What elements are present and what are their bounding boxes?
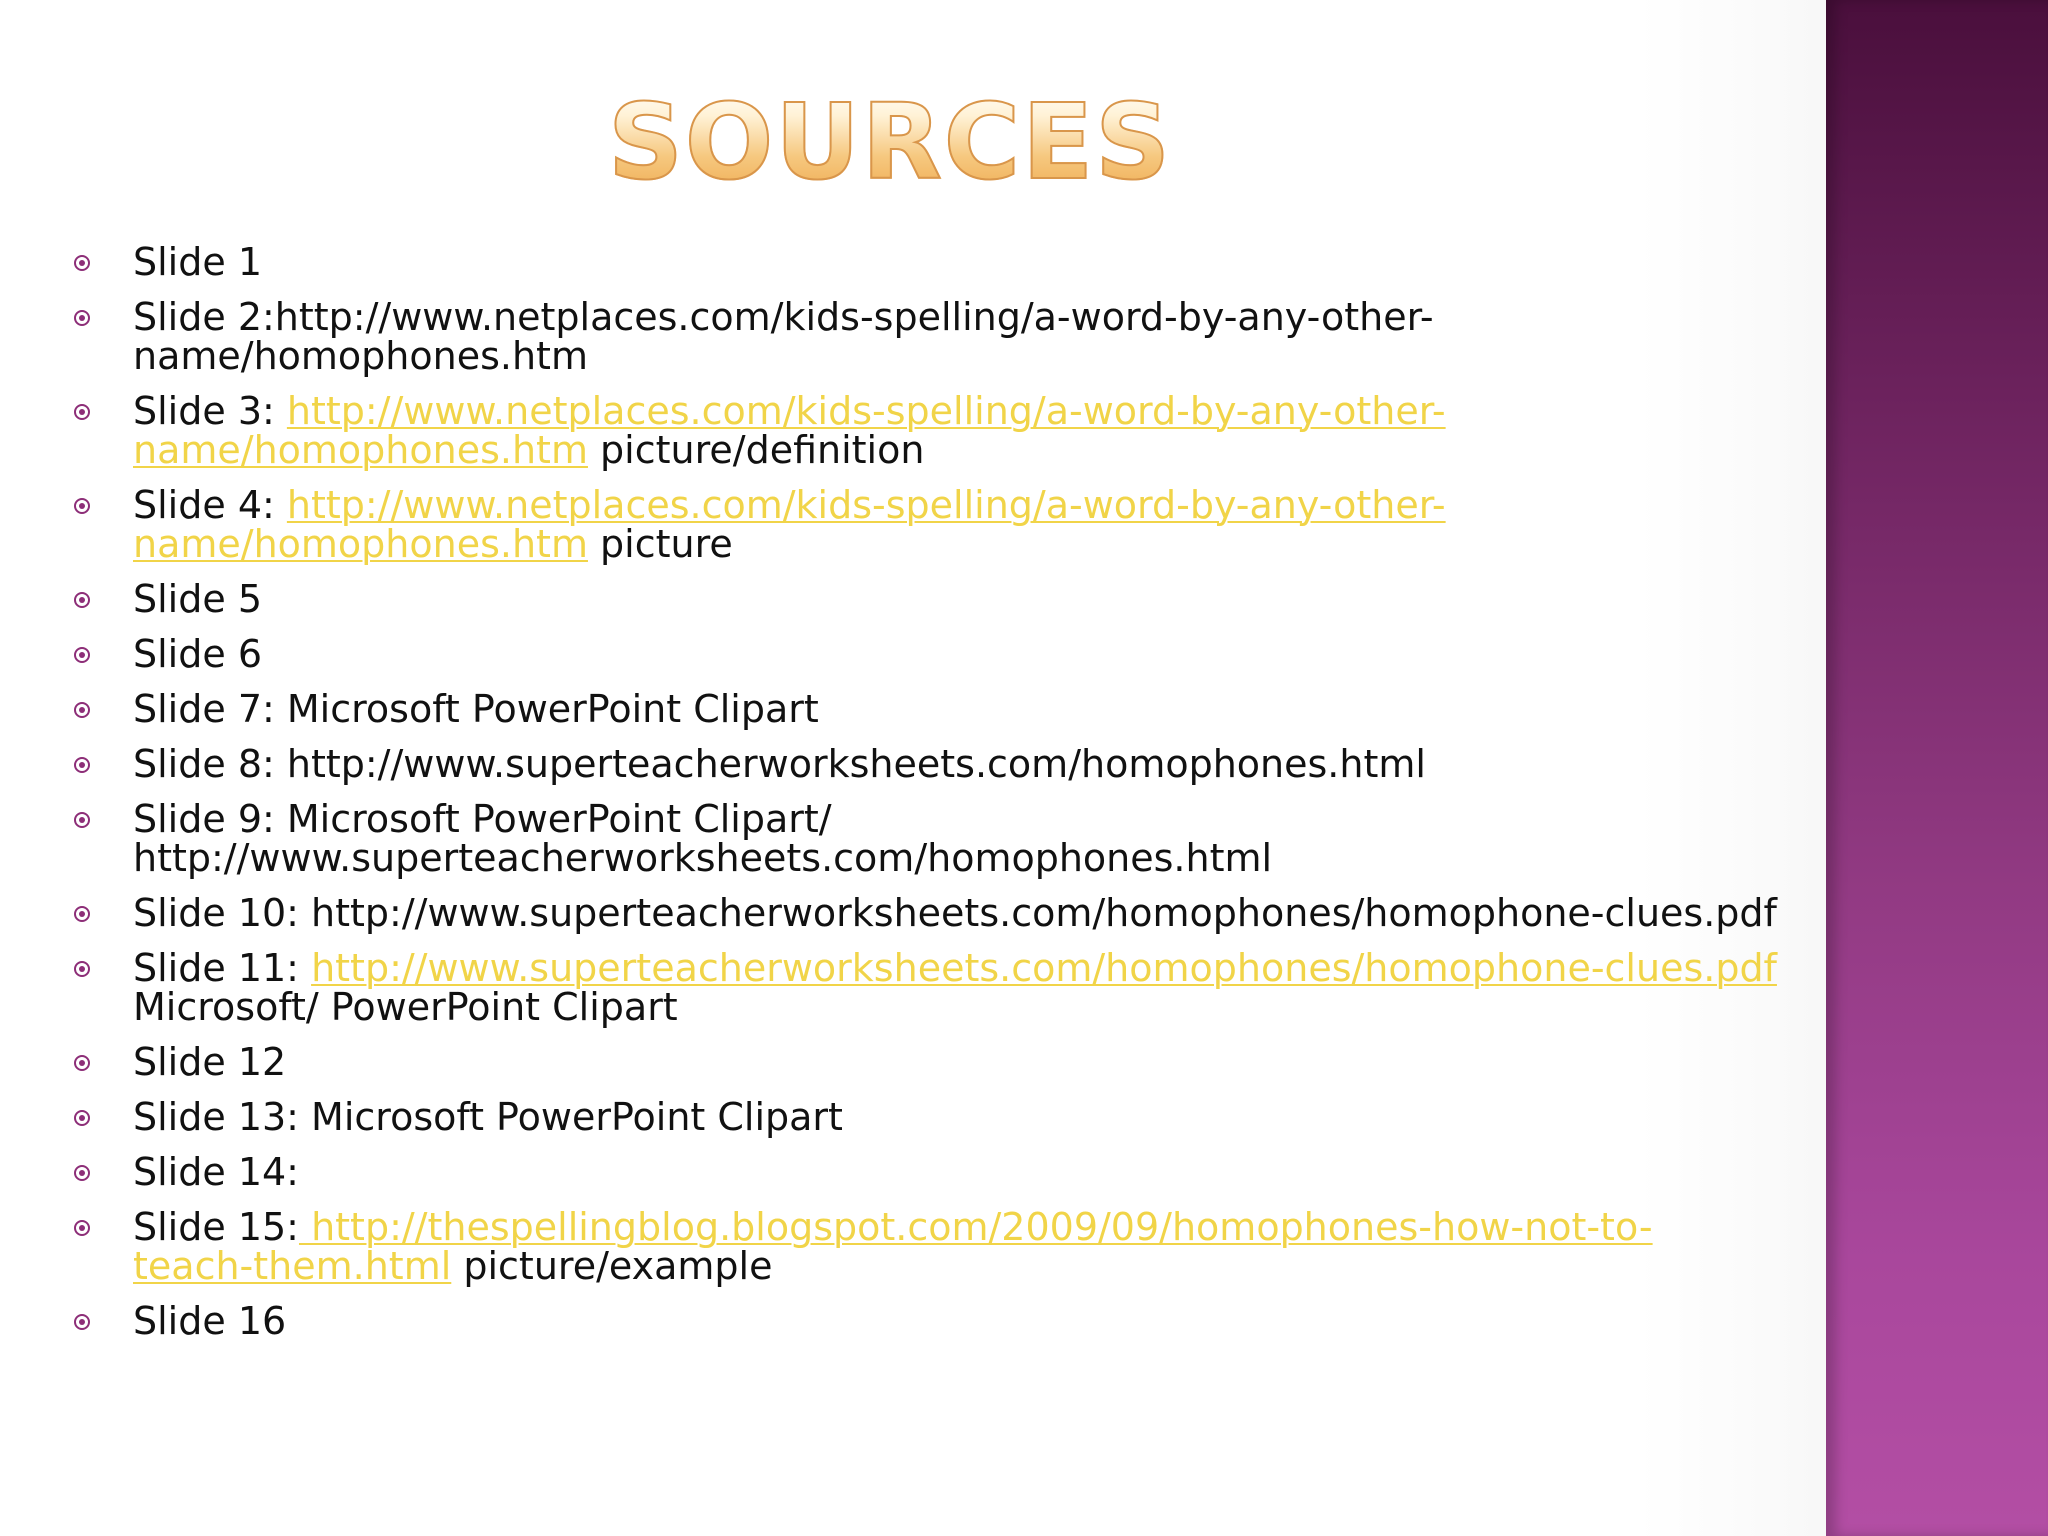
bullet-icon bbox=[74, 1220, 90, 1236]
source-item-slide-6 bbox=[72, 632, 1722, 676]
purple-side-band bbox=[1826, 0, 2048, 1536]
source-text: Slide 6 bbox=[133, 632, 262, 676]
source-text-line-2: http://www.superteacherworksheets.com/homophones.html bbox=[133, 836, 1273, 880]
source-item-slide-13 bbox=[72, 1095, 1722, 1139]
source-prefix: Slide 4: bbox=[133, 483, 287, 527]
source-item-slide-4 bbox=[72, 483, 1722, 566]
bullet-icon bbox=[74, 498, 90, 514]
source-text: Slide 13: Microsoft PowerPoint Clipart bbox=[133, 1095, 843, 1139]
bullet-icon bbox=[74, 1314, 90, 1330]
source-item-slide-10 bbox=[72, 891, 1777, 935]
source-item-slide-14 bbox=[72, 1150, 1722, 1194]
source-prefix: Slide 15: bbox=[133, 1205, 299, 1249]
source-item-slide-15 bbox=[72, 1205, 1722, 1288]
source-item-slide-2 bbox=[72, 295, 1722, 378]
source-item-slide-1 bbox=[72, 240, 1722, 284]
bullet-icon bbox=[74, 906, 90, 922]
source-prefix: Slide 11: bbox=[133, 946, 312, 990]
bullet-icon bbox=[74, 1110, 90, 1126]
sources-list bbox=[72, 240, 1777, 1357]
source-item-slide-5 bbox=[72, 577, 1722, 621]
bullet-icon bbox=[74, 961, 90, 977]
source-note: picture/example bbox=[451, 1244, 773, 1288]
source-text-line-1: Slide 2:http://www.netplaces.com/kids-spelling/a-word-by-any-other- bbox=[133, 295, 1434, 339]
source-text: Slide 16 bbox=[133, 1299, 287, 1343]
source-link-line-2[interactable]: name/homophones.htm bbox=[133, 522, 588, 566]
source-text: Slide 1 bbox=[133, 240, 262, 284]
bullet-icon bbox=[74, 592, 90, 608]
source-link-line-1[interactable]: http://www.netplaces.com/kids-spelling/a-word-by-any-other- bbox=[286, 389, 1446, 433]
bullet-icon bbox=[74, 1055, 90, 1071]
bullet-icon bbox=[74, 310, 90, 326]
source-text-line-2: name/homophones.htm bbox=[133, 334, 588, 378]
bullet-icon bbox=[74, 255, 90, 271]
source-item-slide-16 bbox=[72, 1299, 1722, 1343]
source-link-line-1[interactable]: http://www.netplaces.com/kids-spelling/a-word-by-any-other- bbox=[286, 483, 1446, 527]
source-item-slide-11 bbox=[72, 946, 1777, 1029]
source-text: Slide 5 bbox=[133, 577, 262, 621]
source-link-line-2[interactable]: name/homophones.htm bbox=[133, 428, 588, 472]
source-link-line-1[interactable]: http://thespellingblog.blogspot.com/2009/09/homophones-how-not-to- bbox=[298, 1205, 1653, 1249]
source-item-slide-12 bbox=[72, 1040, 1722, 1084]
source-note: picture bbox=[587, 522, 733, 566]
source-text-line-2: Microsoft/ PowerPoint Clipart bbox=[133, 985, 678, 1029]
bullet-icon bbox=[74, 757, 90, 773]
bullet-icon bbox=[74, 404, 90, 420]
source-item-slide-8 bbox=[72, 742, 1722, 786]
bullet-icon bbox=[74, 812, 90, 828]
source-item-slide-7 bbox=[72, 687, 1722, 731]
source-note: picture/definition bbox=[587, 428, 925, 472]
source-text: Slide 7: Microsoft PowerPoint Clipart bbox=[133, 687, 819, 731]
source-prefix: Slide 3: bbox=[133, 389, 287, 433]
source-text: Slide 14: bbox=[133, 1150, 299, 1194]
source-text-line-1: Slide 9: Microsoft PowerPoint Clipart/ bbox=[133, 797, 832, 841]
source-text: Slide 12 bbox=[133, 1040, 287, 1084]
bullet-icon bbox=[74, 702, 90, 718]
source-item-slide-9 bbox=[72, 797, 1722, 880]
bullet-icon bbox=[74, 647, 90, 663]
source-text: Slide 10: http://www.superteacherworksheets.com/homophones/homophone-clues.pdf bbox=[133, 891, 1777, 935]
slide-title: SOURCES bbox=[580, 82, 1200, 202]
source-link-line-2[interactable]: teach-them.html bbox=[133, 1244, 452, 1288]
source-item-slide-3 bbox=[72, 389, 1722, 472]
source-link-line-1[interactable]: http://www.superteacherworksheets.com/homophones/homophone-clues.pdf bbox=[311, 946, 1777, 990]
bullet-icon bbox=[74, 1165, 90, 1181]
source-text: Slide 8: http://www.superteacherworksheets.com/homophones.html bbox=[133, 742, 1426, 786]
